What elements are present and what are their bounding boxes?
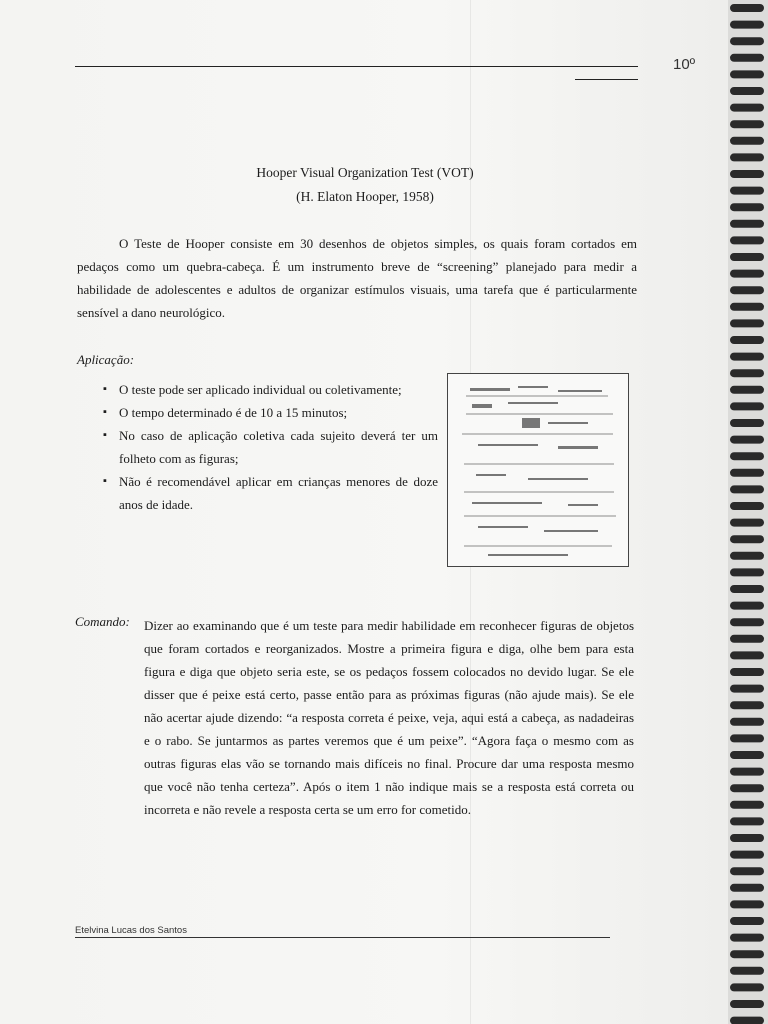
spiral-binding-icon	[728, 0, 768, 1024]
aplicacao-label: Aplicação:	[77, 352, 135, 367]
intro-paragraph: O Teste de Hooper consiste em 30 desenhos de objetos simples, os quais foram cortados em pedaços como um quebra-cabeça. É um instrumento breve de “screening” planejado para medir a habilidade de adolescentes e adultos de organizar estímulos visuais, uma tarefa que é particularmente sensível a dano neurológico.	[77, 236, 637, 320]
header-rule-short	[575, 79, 638, 80]
test-sheet-sketch-icon	[448, 374, 628, 566]
footer-rule	[75, 937, 610, 938]
list-item: ▪ O tempo determinado é de 10 a 15 minutos;	[103, 401, 438, 424]
page-title	[200, 161, 530, 209]
aplicacao-list	[103, 378, 438, 516]
test-sheet-image	[447, 373, 629, 567]
page-number: 10º	[673, 56, 696, 73]
title-line-1: Hooper Visual Organization Test (VOT)	[256, 165, 474, 180]
header-rule	[75, 66, 638, 67]
list-item: ▪ Não é recomendável aplicar em crianças menores de doze anos de idade.	[103, 470, 438, 516]
title-line-2: (H. Elaton Hooper, 1958)	[296, 189, 434, 204]
comando-label: Comando:	[75, 614, 130, 629]
list-item: ▪ No caso de aplicação coletiva cada sujeito deverá ter um folheto com as figuras;	[103, 424, 438, 470]
comando-paragraph: Dizer ao examinando que é um teste para medir habilidade em reconhecer figuras de objetos que foram cortados e reorganizados. Mostre a primeira figura e diga, olhe bem para esta figura e diga que objeto seria este, se os pedaços fossem colocados no devido lugar. Se ele disser que é peixe está certo, passe então para as próximas figuras (não ajude mais). Se ele não acertar ajude dizendo: “a resposta correta é peixe, veja, aqui está a cabeça, as nadadeiras e o rabo. Se juntarmos as partes veremos que é um peixe”. “Agora faça o mesmo com as outras figuras elas vão se tornando mais difíceis no final. Procure dar uma resposta mesmo que você não tenha certeza”. Após o item 1 não indique mais se a resposta está correta ou incorreta e não revele a resposta certa se um erro for cometido.	[144, 618, 634, 817]
list-item: ▪ O teste pode ser aplicado individual ou coletivamente;	[103, 378, 438, 401]
footer-author: Etelvina Lucas dos Santos	[75, 925, 187, 936]
